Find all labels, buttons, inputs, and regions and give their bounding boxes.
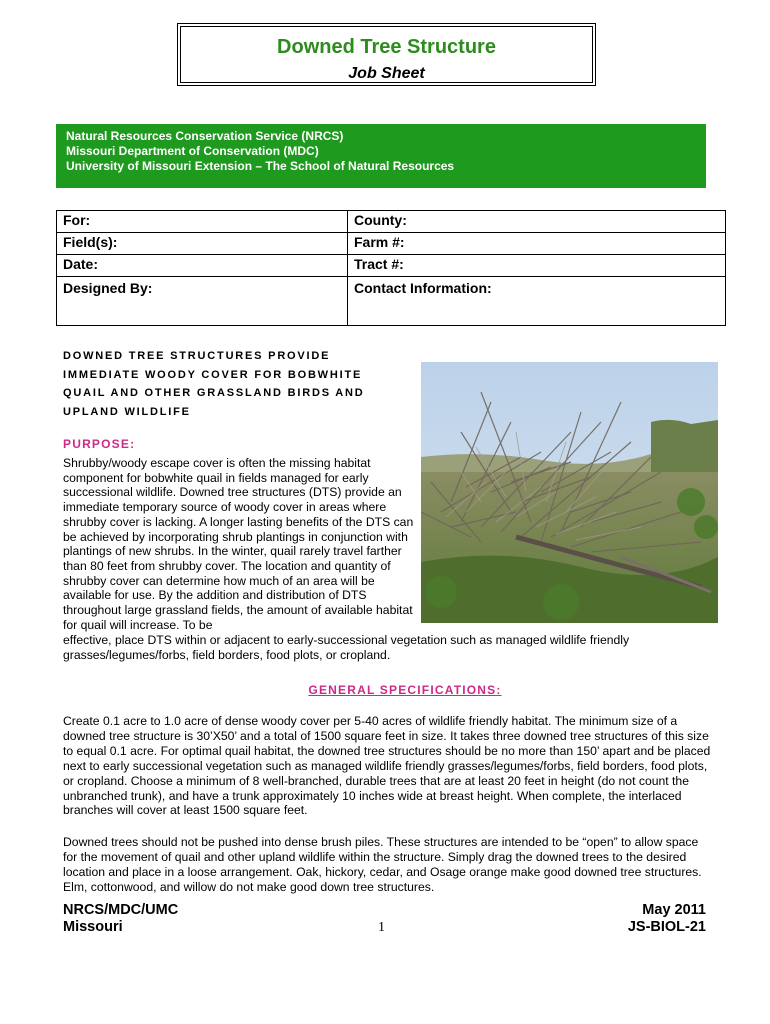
- footer-date: May 2011: [642, 902, 706, 918]
- section-headline: DOWNED TREE STRUCTURES PROVIDE IMMEDIATE WOODY COVER FOR BOBWHITE QUAIL AND OTHER GRASSLAND BIRDS AND UPLAND WILDLIFE: [63, 350, 365, 418]
- agency-banner: [56, 124, 706, 188]
- date-field[interactable]: [57, 255, 348, 277]
- purpose-heading: PURPOSE:: [63, 437, 136, 451]
- footer-code: JS-BIOL-21: [627, 919, 706, 935]
- contact-label: Contact Information:: [354, 280, 492, 296]
- footer-left: [63, 902, 178, 936]
- page-number: 1: [378, 920, 385, 935]
- footer-state: Missouri: [63, 919, 123, 935]
- for-label: For:: [63, 212, 91, 228]
- contact-field[interactable]: [348, 277, 726, 326]
- agency-line: University of Missouri Extension – The School of Natural Resources: [66, 159, 455, 173]
- designed-by-field[interactable]: [57, 277, 348, 326]
- county-field[interactable]: [348, 211, 726, 233]
- purpose-text-continued: effective, place DTS within or adjacent to early-successional vegetation such as managed wildlife friendly grasses/legumes/forbs, field borders, food plots, or cropland.: [63, 633, 630, 662]
- specifications-paragraph: Create 0.1 acre to 1.0 acre of dense woody cover per 5-40 acres of wildlife friendly habitat. The minimum size of a downed tree structure is 30’X50’ and a total of 1500 square feet in size. It takes three downed tree structures of this size to equal 0.1 acre. For optimal quail habitat, the downed tree structures should be no more than 150’ apart and be placed next to early successional vegetation such as managed wildlife friendly grasses/legumes/forbs, field borders, food plots, or cropland. Choose a minimum of 8 well-branched, durable trees that are at least 20 feet in height (do not count the unbranched trunk), and have a trunk approximately 10 inches wide at breast height. When complete, the interlaced branches will cover at least 1500 square feet.: [63, 714, 711, 818]
- downed-tree-photo: [421, 362, 718, 623]
- fields-field[interactable]: [57, 233, 348, 255]
- agency-line: Missouri Department of Conservation (MDC): [66, 144, 319, 158]
- purpose-text: Shrubby/woody escape cover is often the missing habitat component for bobwhite quail in fields managed for early successional wildlife. Downed tree structures (DTS) provide an immediate temporary source of woody cover in areas where shrubby cover is lacking. A longer lasting benefits of the DTS can be achieved by incorporating shrub plantings in conjunction with plantings of new shrubs. In the winter, quail rarely travel farther than 80 feet from shrubby cover. The location and quantity of shrubby cover can determine how much of an area will be available for use. By the addition and distribution of DTS throughout large grassland fields, the amount of available habitat for quail will increase. To be: [63, 456, 414, 632]
- document-title: Downed Tree Structure: [277, 36, 496, 58]
- specifications-heading-row: [0, 683, 770, 697]
- county-label: County:: [354, 212, 407, 228]
- tract-field[interactable]: [348, 255, 726, 277]
- for-field[interactable]: [57, 211, 348, 233]
- date-label: Date:: [63, 256, 99, 272]
- designed-by-label: Designed By:: [63, 280, 153, 296]
- agency-line: Natural Resources Conservation Service (NRCS): [66, 129, 344, 143]
- farm-field[interactable]: [348, 233, 726, 255]
- document-subtitle: Job Sheet: [348, 65, 425, 82]
- footer-org: NRCS/MDC/UMC: [63, 902, 179, 918]
- tract-label: Tract #:: [354, 256, 404, 272]
- specifications-paragraph: Downed trees should not be pushed into dense brush piles. These structures are intended to be “open” to allow space for the movement of quail and other upland wildlife within the structure. Simply drag the downed trees to the desired location and place in a loose arrangement. Oak, hickory, cedar, and Osage orange make good downed tree structures. Elm, cottonwood, and willow do not make good down tree structures.: [63, 835, 702, 894]
- title-box: [177, 23, 596, 86]
- farm-label: Farm #:: [354, 234, 405, 250]
- job-info-table: [56, 210, 726, 326]
- fields-label: Field(s):: [63, 234, 118, 250]
- footer-right: [628, 902, 706, 936]
- specifications-heading: GENERAL SPECIFICATIONS:: [308, 683, 502, 697]
